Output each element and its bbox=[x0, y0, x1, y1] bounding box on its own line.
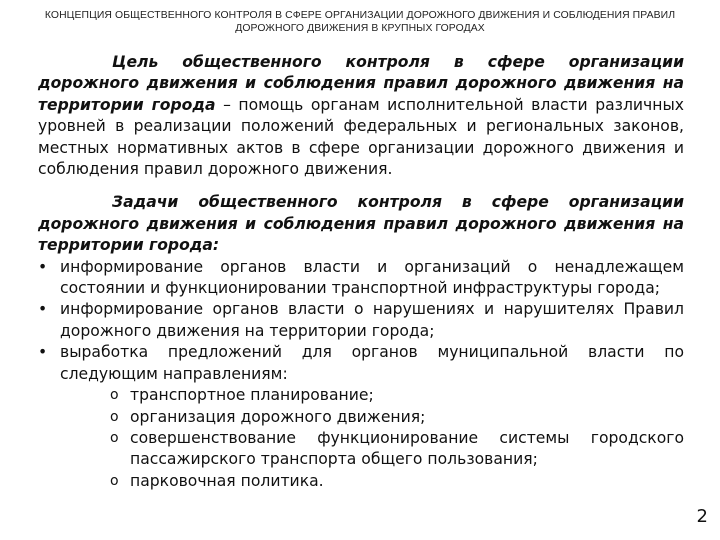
presentation-header bbox=[20, 9, 700, 35]
list-item bbox=[38, 257, 684, 300]
slide-content bbox=[38, 52, 684, 492]
tasks-title: Задачи общественного контроля в сфере организации дорожного движения и соблюдения правил дорожного движения на территории города: bbox=[38, 193, 684, 255]
list-item bbox=[38, 299, 684, 342]
list-item bbox=[38, 385, 684, 406]
sub-bullet-icon: o bbox=[110, 408, 119, 425]
list-item bbox=[38, 407, 684, 428]
bullet-icon: • bbox=[38, 257, 48, 276]
bullet-icon: • bbox=[38, 300, 48, 319]
direction-text: парковочная политика. bbox=[130, 471, 324, 490]
list-item bbox=[38, 428, 684, 471]
goal-title: Цель общественного контроля в сфере организации дорожного движения и соблюдения правил дорожного движения на территории города bbox=[38, 53, 684, 114]
sub-bullet-icon: o bbox=[110, 429, 119, 446]
direction-text: организация дорожного движения; bbox=[130, 407, 426, 426]
direction-text: транспортное планирование; bbox=[130, 386, 374, 405]
header-line-1: КОНЦЕПЦИЯ ОБЩЕСТВЕННОГО КОНТРОЛЯ В СФЕРЕ ОРГАНИЗАЦИИ ДОРОЖНОГО ДВИЖЕНИЯ И СОБЛЮДЕНИЯ ПРАВИЛ bbox=[44, 10, 676, 21]
list-item bbox=[38, 342, 684, 492]
directions-list bbox=[38, 385, 684, 492]
goal-text: – помощь органам исполнительной власти различных уровней в реализации положений федеральных и региональных законов, местных нормативных актов в сфере организации дорожного движения и соблюдения правил дорожного движения. bbox=[38, 95, 684, 179]
tasks-list bbox=[38, 257, 684, 492]
header-line-2: ДОРОЖНОГО ДВИЖЕНИЯ В КРУПНЫХ ГОРОДАХ bbox=[235, 23, 485, 34]
sub-bullet-icon: o bbox=[110, 472, 119, 489]
goal-paragraph bbox=[38, 52, 684, 180]
task-text: выработка предложений для органов муниципальной власти по следующим направлениям: bbox=[60, 343, 684, 383]
list-item bbox=[38, 471, 684, 492]
tasks-title-paragraph bbox=[38, 192, 684, 256]
task-text: информирование органов власти и организаций о ненадлежащем состоянии и функционировании транспортной инфраструктуры города; bbox=[60, 257, 684, 298]
direction-text: совершенствование функционирование системы городского пассажирского транспорта общего пользования; bbox=[130, 428, 684, 469]
sub-bullet-icon: o bbox=[110, 387, 119, 404]
task-text: информирование органов власти о нарушениях и нарушителях Правил дорожного движения на территории города; bbox=[60, 300, 684, 340]
page-number: 2 bbox=[696, 506, 708, 527]
bullet-icon: • bbox=[38, 343, 48, 362]
